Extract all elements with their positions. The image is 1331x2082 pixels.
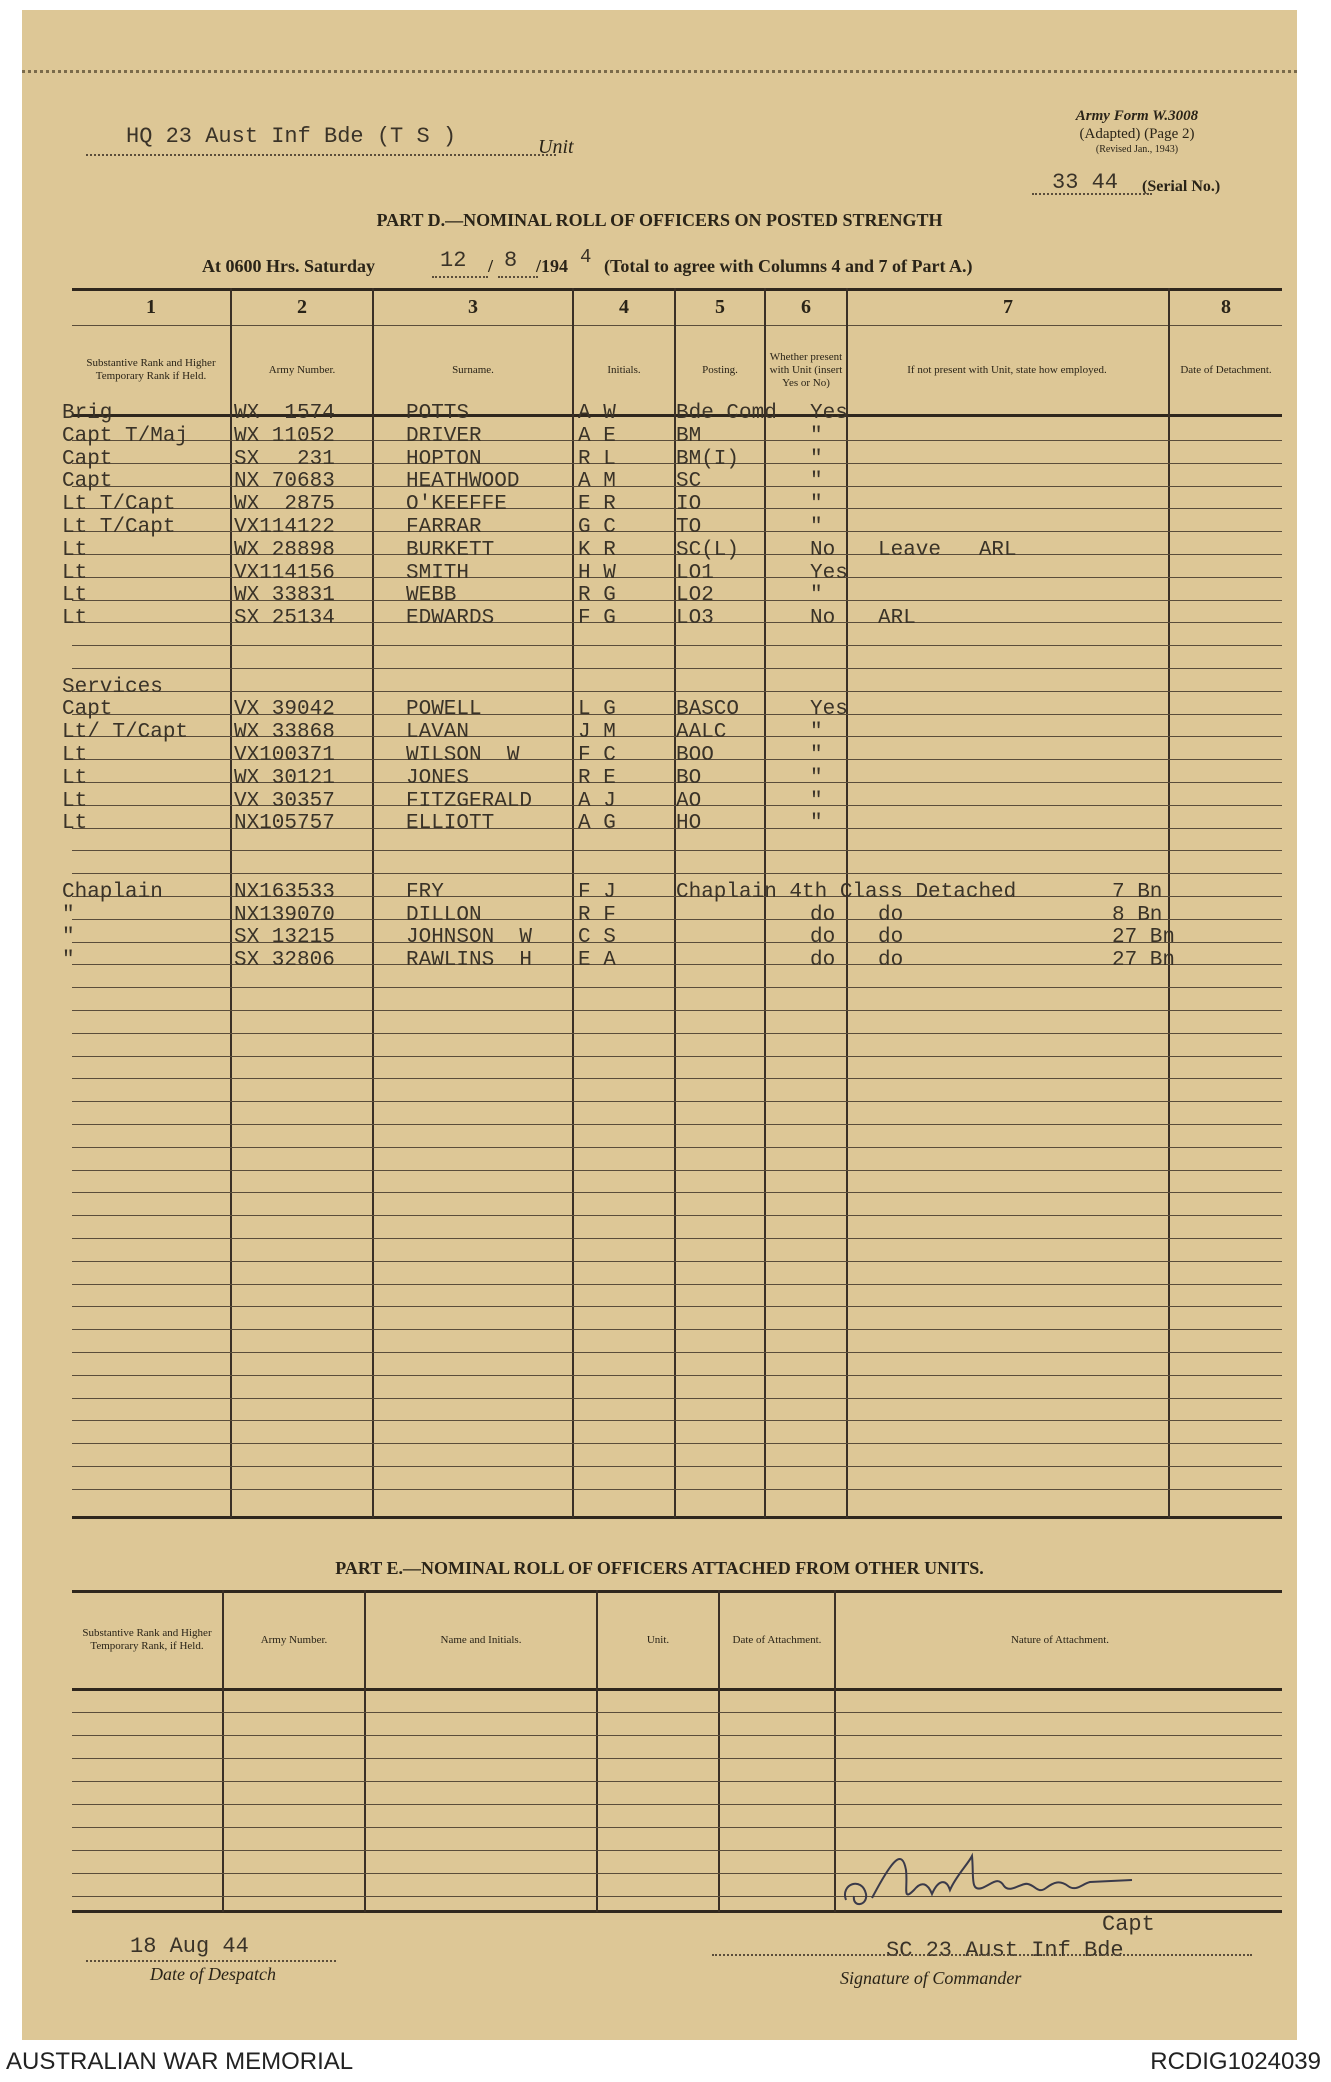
ruled-line: [72, 1827, 1282, 1828]
cell-posting: LO2: [676, 584, 714, 607]
cell-number: WX 33868: [234, 721, 335, 744]
cell-number: VX114156: [234, 562, 335, 585]
col-number: 4: [619, 296, 629, 318]
serial-underline: [1032, 193, 1152, 195]
cell-rank: ": [62, 949, 75, 972]
col-number: 5: [715, 296, 725, 318]
col-divider: [1168, 288, 1170, 1518]
cell-number: NX 70683: [234, 470, 335, 493]
part-d-top-border: [72, 288, 1282, 291]
cell-employed: Leave ARL: [878, 539, 1017, 562]
cell-surname: EDWARDS: [406, 607, 495, 630]
cell-rank: ": [62, 926, 75, 949]
date-day: 12: [440, 248, 467, 273]
ruled-line: [72, 1056, 1282, 1057]
archive-name: AUSTRALIAN WAR MEMORIAL: [6, 2048, 354, 2075]
cell-employed: do: [878, 949, 904, 972]
e-header-unit: Unit.: [646, 1633, 670, 1646]
at-prefix: At 0600 Hrs. Saturday: [202, 256, 376, 276]
col-number: 2: [297, 296, 307, 318]
date-day-line: [432, 276, 488, 278]
cell-present: ": [810, 448, 823, 471]
cell-posting: HO: [676, 812, 702, 835]
cell-employed: do: [878, 904, 904, 927]
cell-initials: C S: [578, 926, 616, 949]
cell-rank: Lt T/Capt: [62, 493, 176, 516]
cell-number: WX 2875: [234, 493, 335, 516]
ruled-line: [72, 1398, 1282, 1399]
cell-initials: J M: [578, 721, 616, 744]
cell-initials: L G: [578, 698, 616, 721]
e-header-date-attachment: Date of Attachment.: [732, 1633, 822, 1646]
cell-rank: ": [62, 904, 75, 927]
col-number: 3: [468, 296, 478, 318]
cell-initials: E A: [578, 949, 616, 972]
cell-posting: LO3: [676, 607, 714, 630]
serial-label: (Serial No.): [1142, 178, 1221, 195]
cell-surname: FARRAR: [406, 516, 482, 539]
cell-surname: FRY: [406, 881, 444, 904]
cell-present: Yes: [810, 698, 848, 721]
ruled-line: [72, 1238, 1282, 1239]
cell-initials: E R: [578, 493, 616, 516]
commander-signature: [832, 1840, 1172, 1920]
ruled-line: [72, 691, 1282, 692]
cell-initials: R F: [578, 904, 616, 927]
cell-posting: Chaplain 4th Class Detached: [676, 881, 1017, 904]
cell-posting: AO: [676, 790, 702, 813]
signature-label: Signature of Commander: [840, 1968, 1022, 1988]
header-surname: Surname.: [452, 363, 494, 376]
despatch-label: Date of Despatch: [150, 1964, 276, 1984]
cell-surname: BURKETT: [406, 539, 495, 562]
cell-rank: Capt: [62, 470, 113, 493]
ruled-line: [72, 1420, 1282, 1421]
cell-surname: ELLIOTT: [406, 812, 495, 835]
ruled-line: [72, 987, 1282, 988]
cell-number: VX 30357: [234, 790, 335, 813]
cell-initials: A W: [578, 402, 616, 425]
cell-number: NX163533: [234, 881, 335, 904]
cell-rank: Lt/ T/Capt: [62, 721, 189, 744]
despatch-date-value: 18 Aug 44: [130, 1934, 249, 1959]
cell-number: WX 11052: [234, 425, 335, 448]
cell-rank: Capt: [62, 448, 113, 471]
cell-posting: AALC: [676, 721, 727, 744]
cell-number: NX105757: [234, 812, 335, 835]
col-divider: [222, 1590, 224, 1912]
cell-present: do: [810, 904, 836, 927]
e-header-name: Name and Initials.: [440, 1633, 522, 1646]
ruled-line: [72, 1101, 1282, 1102]
e-header-nature: Nature of Attachment.: [1010, 1633, 1110, 1646]
cell-present: Yes: [810, 562, 848, 585]
ruled-line: [72, 1124, 1282, 1125]
ruled-line: [72, 1712, 1282, 1713]
cell-surname: POTTS: [406, 402, 470, 425]
cell-initials: F G: [578, 607, 616, 630]
cell-employed: ARL: [878, 607, 916, 630]
cell-rank: Lt: [62, 767, 88, 790]
part-e-header-bottom: [72, 1688, 1282, 1691]
part-e-top-border: [72, 1590, 1282, 1593]
cell-initials: A E: [578, 425, 616, 448]
header-employed: If not present with Unit, state how employed.: [907, 363, 1107, 376]
ruled-line: [72, 1329, 1282, 1330]
cell-surname: HEATHWOOD: [406, 470, 520, 493]
ruled-line: [72, 1033, 1282, 1034]
cell-initials: A M: [578, 470, 616, 493]
cell-present: do: [810, 949, 836, 972]
cell-initials: R L: [578, 448, 616, 471]
ruled-line: [72, 1735, 1282, 1736]
date-year-digit: 4: [580, 246, 592, 268]
cell-initials: K R: [578, 539, 616, 562]
ruled-line: [72, 1352, 1282, 1353]
signature-underline: [712, 1954, 1252, 1956]
part-d-bottom-border: [72, 1516, 1282, 1519]
cell-date: 27 Bn: [1112, 926, 1176, 949]
form-adapted: (Adapted) (Page 2): [1079, 126, 1195, 142]
ruled-line: [72, 668, 1282, 669]
ruled-line: [72, 1489, 1282, 1490]
cell-surname: HOPTON: [406, 448, 482, 471]
ruled-line: [72, 1443, 1282, 1444]
cell-number: VX 39042: [234, 698, 335, 721]
cell-posting: BM(I): [676, 448, 740, 471]
part-d-number-line: [72, 325, 1282, 326]
col-divider: [230, 288, 232, 1518]
cell-posting: LO1: [676, 562, 714, 585]
cell-present: ": [810, 516, 823, 539]
form-paper: [22, 10, 1297, 2040]
cell-surname: WEBB: [406, 584, 457, 607]
unit-value: HQ 23 Aust Inf Bde (T S ): [126, 124, 457, 149]
header-present: Whether present with Unit (insert Yes or No): [769, 350, 843, 389]
date-year-prefix: /194: [536, 256, 569, 276]
date-slash: /: [488, 256, 494, 276]
cell-posting: SC(L): [676, 539, 740, 562]
cell-present: ": [810, 767, 823, 790]
cell-posting: Bde Comd: [676, 402, 777, 425]
cell-present: No: [810, 607, 836, 630]
cell-surname: JOHNSON W: [406, 926, 533, 949]
cell-rank: Lt: [62, 584, 88, 607]
cell-rank: Services: [62, 676, 163, 699]
col-divider: [364, 1590, 366, 1912]
ruled-line: [72, 1466, 1282, 1467]
header-initials: Initials.: [607, 363, 641, 376]
header-posting: Posting.: [702, 363, 738, 376]
cell-rank: Brig: [62, 402, 113, 425]
cell-number: SX 32806: [234, 949, 335, 972]
cell-number: VX114122: [234, 516, 335, 539]
despatch-underline: [86, 1960, 336, 1962]
signature-rank: Capt: [1102, 1912, 1155, 1937]
col-divider: [572, 288, 574, 1518]
cell-date: 7 Bn: [1112, 881, 1163, 904]
cell-posting: BO: [676, 767, 702, 790]
col-divider: [596, 1590, 598, 1912]
ruled-line: [72, 1375, 1282, 1376]
unit-label: Unit: [538, 136, 574, 158]
cell-initials: R E: [578, 767, 616, 790]
cell-present: ": [810, 584, 823, 607]
cell-posting: BM: [676, 425, 702, 448]
ruled-line: [72, 1781, 1282, 1782]
cell-rank: Capt T/Maj: [62, 425, 189, 448]
ruled-line: [72, 645, 1282, 646]
cell-surname: DILLON: [406, 904, 482, 927]
cell-number: WX 28898: [234, 539, 335, 562]
cell-rank: Lt: [62, 744, 88, 767]
part-d-title: PART D.—NOMINAL ROLL OF OFFICERS ON POSTED STRENGTH: [376, 210, 943, 230]
ruled-line: [72, 1147, 1282, 1148]
cell-present: do: [810, 926, 836, 949]
col-divider: [718, 1590, 720, 1912]
cell-posting: SC: [676, 470, 702, 493]
cell-rank: Lt: [62, 607, 88, 630]
cell-present: No: [810, 539, 836, 562]
cell-number: VX100371: [234, 744, 335, 767]
form-number: Army Form W.3008: [1075, 108, 1199, 124]
cell-initials: F C: [578, 744, 616, 767]
cell-present: ": [810, 470, 823, 493]
cell-rank: Lt: [62, 562, 88, 585]
cell-rank: Lt T/Capt: [62, 516, 176, 539]
header-army-number: Army Number.: [268, 363, 336, 376]
cell-rank: Lt: [62, 812, 88, 835]
cell-rank: Lt: [62, 539, 88, 562]
cell-initials: A G: [578, 812, 616, 835]
ruled-line: [72, 1261, 1282, 1262]
header-rank: Substantive Rank and Higher Temporary Rank if Held.: [86, 357, 216, 382]
cell-number: SX 13215: [234, 926, 335, 949]
ruled-line: [72, 1078, 1282, 1079]
cell-rank: Capt: [62, 698, 113, 721]
col-divider: [372, 288, 374, 1518]
cell-date: 8 Bn: [1112, 904, 1163, 927]
cell-initials: A J: [578, 790, 616, 813]
cell-present: ": [810, 812, 823, 835]
cell-surname: SMITH: [406, 562, 470, 585]
e-header-army-number: Army Number.: [260, 1633, 328, 1646]
cell-number: WX 1574: [234, 402, 335, 425]
cell-rank: Lt: [62, 790, 88, 813]
cell-posting: TO: [676, 516, 702, 539]
cell-posting: BOO: [676, 744, 714, 767]
archive-footer: [0, 2044, 1331, 2082]
cell-present: ": [810, 425, 823, 448]
cell-initials: R G: [578, 584, 616, 607]
col-number: 6: [801, 296, 811, 318]
serial-value: 33 44: [1052, 170, 1119, 195]
cell-number: NX139070: [234, 904, 335, 927]
cell-initials: G C: [578, 516, 616, 539]
date-month: 8: [504, 248, 518, 273]
cell-present: ": [810, 493, 823, 516]
cell-surname: POWELL: [406, 698, 482, 721]
ruled-line: [72, 850, 1282, 851]
cell-present: ": [810, 721, 823, 744]
col-number: 7: [1003, 296, 1013, 318]
ruled-line: [72, 1215, 1282, 1216]
cell-surname: WILSON W: [406, 744, 520, 767]
cell-date: 27 Bn: [1112, 949, 1176, 972]
signature-value: SC 23 Aust Inf Bde: [886, 1938, 1124, 1963]
header-date-detachment: Date of Detachment.: [1180, 363, 1272, 376]
unit-underline: [86, 154, 556, 156]
cell-surname: FITZGERALD: [406, 790, 533, 813]
cell-posting: BASCO: [676, 698, 740, 721]
cell-surname: DRIVER: [406, 425, 482, 448]
cell-initials: F J: [578, 881, 616, 904]
cell-surname: O'KEEFFE: [406, 493, 507, 516]
cell-posting: IO: [676, 493, 702, 516]
ruled-line: [72, 1170, 1282, 1171]
cell-number: SX 25134: [234, 607, 335, 630]
ruled-line: [72, 1306, 1282, 1307]
col-number: 8: [1221, 296, 1231, 318]
cell-initials: H W: [578, 562, 616, 585]
ruled-line: [72, 1284, 1282, 1285]
ruled-line: [72, 873, 1282, 874]
ruled-line: [72, 1192, 1282, 1193]
form-revised: (Revised Jan., 1943): [1095, 144, 1179, 155]
col-number: 1: [146, 296, 156, 318]
ruled-line: [72, 1804, 1282, 1805]
cell-surname: LAVAN: [406, 721, 470, 744]
cell-present: ": [810, 790, 823, 813]
e-header-rank: Substantive Rank and Higher Temporary Rank, if Held.: [82, 1627, 212, 1652]
date-month-line: [498, 276, 538, 278]
cell-surname: JONES: [406, 767, 470, 790]
cell-number: WX 30121: [234, 767, 335, 790]
cell-surname: RAWLINS H: [406, 949, 533, 972]
ruled-line: [72, 1010, 1282, 1011]
cell-present: Yes: [810, 402, 848, 425]
cell-number: SX 231: [234, 448, 335, 471]
at-suffix: (Total to agree with Columns 4 and 7 of Part A.): [604, 256, 973, 276]
cell-present: ": [810, 744, 823, 767]
cell-number: WX 33831: [234, 584, 335, 607]
cell-employed: do: [878, 926, 904, 949]
part-e-title: PART E.—NOMINAL ROLL OF OFFICERS ATTACHED FROM OTHER UNITS.: [335, 1558, 984, 1578]
ruled-line: [72, 1758, 1282, 1759]
archive-reference: RCDIG1024039: [1150, 2048, 1321, 2075]
perforation-line: [22, 70, 1297, 73]
cell-rank: Chaplain: [62, 881, 163, 904]
